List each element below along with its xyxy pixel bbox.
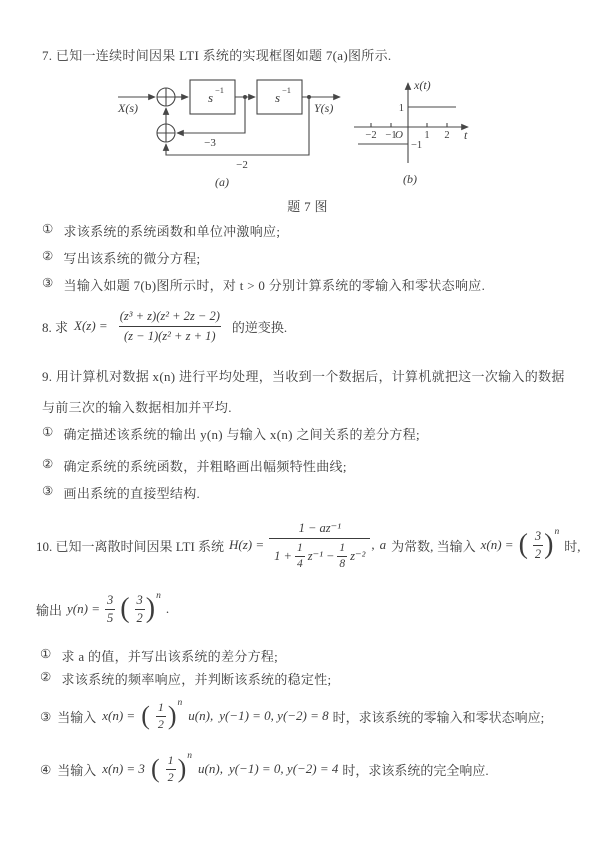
paren-open: ( [518,529,528,561]
item-text: 求该系统的频率响应，并判断该系统的稳定性; [61,672,332,687]
q8-numerator: (z³ + z)(z² + 2z − 2) [119,309,220,323]
q10-output-line [36,585,169,633]
q8-denominator: (z − 1)(z² + z + 1) [119,326,221,344]
q8-prefix: 8. 求 [42,319,69,335]
q10-item-2 [40,669,331,688]
item-marker: ② [42,456,54,471]
paren-close: ) [145,593,156,625]
gain-outer-label: −2 [236,159,248,171]
output-prefix: 输出 [36,602,63,618]
item-marker: ① [40,646,52,661]
figure-caption: 题 7 图 [287,199,328,214]
integrator1-exponent: −1 [215,85,225,95]
item-text: 确定系统的系统函数，并粗略画出幅频特性曲线; [63,459,347,474]
input-frac [533,528,543,562]
item-marker: ① [42,221,54,236]
paren-close: ) [177,753,187,783]
frac-den: 2 [136,610,143,625]
xtick-label-2: 1 [424,130,430,141]
xtick-label-3: 2 [444,130,450,141]
frac-num: 1 [296,541,303,554]
subfigure-b-caption: (b) [403,172,417,186]
q9-item-2 [42,456,347,475]
frac-den: 2 [157,716,164,731]
plot-xlabel: t [464,128,468,142]
den-frac-quarter [295,541,305,572]
item-xn: x(n) = [102,708,136,723]
q10-comma: , [371,537,375,552]
item-un: u(n), [198,761,223,776]
q9-item-3 [42,483,200,502]
output-signal-label: Y(s) [314,101,334,115]
xtick-label-0: −2 [365,130,377,141]
paren-open: ( [150,753,160,783]
frac-den: 8 [339,557,346,570]
integrator1-label: s [208,90,214,105]
item-tail: 时，求该系统的零输入和零状态响应; [332,709,545,725]
den-frac-eighth [337,541,347,572]
item-un: u(n), [188,708,214,723]
ytick-top-label: 1 [398,103,404,114]
integrator2-exponent: −1 [282,85,292,95]
q10-suffix: 时, [564,538,581,554]
item-marker: ③ [40,708,52,724]
den-part: − [325,548,335,563]
frac-num: 3 [136,593,143,608]
paren-close: ) [167,700,177,730]
paren-close: ) [544,529,554,561]
item-conditions: y(−1) = 0, y(−2) = 4 [228,761,339,776]
origin-label: O [395,129,403,141]
item-marker: ② [42,248,54,263]
item-pre: 当输入 [57,709,97,725]
gain-inner-label: −3 [204,137,216,149]
plot-ylabel: x(t) [414,78,431,92]
subfigure-a-caption: (a) [215,175,229,189]
frac-den: 4 [296,557,303,570]
item-conditions: y(−1) = 0, y(−2) = 8 [219,708,329,723]
integrator2-label: s [275,90,281,105]
den-part: z⁻² [350,549,366,563]
q10-item-4 [40,745,489,793]
frac-den: 2 [167,769,174,784]
q7-item-3 [42,275,485,294]
q10-mid: 为常数, 当输入 [391,538,476,554]
exponent-n: n [187,751,193,761]
den-part: 1 + [274,548,292,563]
item-marker: ① [42,424,54,439]
q10-item-1 [40,646,278,665]
q9-line2: 与前三次的输入数据相加并平均. [42,400,232,415]
q10-prefix: 10. 已知一离散时间因果 LTI 系统 [36,538,225,554]
item-xn: x(n) = 3 [102,761,145,776]
item-frac [156,700,166,732]
q7-block-diagram [112,78,347,192]
adder-top-icon [157,88,175,106]
q9-line1: 9. 用计算机对数据 x(n) 进行平均处理，当收到一个数据后，计算机就把这一次输入的数据 [42,369,565,384]
xtick-label-1: −1 [385,130,397,141]
q7-heading: 7. 已知一连续时间因果 LTI 系统的实现框图如题 7(a)图所示. [42,48,392,63]
q10-denominator [269,538,370,572]
frac-num: 1 [339,541,346,554]
output-period: . [165,601,170,616]
q10-transfer-fraction [269,519,370,572]
ytick-bottom-label: −1 [411,140,423,151]
input-signal-label: X(s) [118,101,138,115]
item-text: 当输入如题 7(b)图所示时，对 t > 0 分别计算系统的零输入和零状态响应. [63,278,486,293]
q8-lhs: X(z) = [74,318,108,333]
item-marker: ④ [40,761,52,777]
q10-numerator: 1 − az⁻¹ [298,520,341,535]
exponent-n: n [177,698,183,708]
den-part: z⁻¹ [307,549,323,563]
q9-item-1 [42,424,420,443]
exponent-n: n [554,527,560,537]
q8-suffix: 的逆变换. [231,319,288,335]
item-text: 写出该系统的微分方程; [63,251,201,266]
q8-fraction [114,308,226,344]
q7-input-signal-plot [350,75,480,189]
item-text: 确定描述该系统的输出 y(n) 与输入 x(n) 之间关系的差分方程; [63,427,420,442]
item-pre: 当输入 [57,762,97,778]
q10-item-3 [40,692,544,740]
item-frac [166,753,176,785]
output-coef-frac [105,592,115,626]
q10-line [36,512,581,578]
frac-num: 1 [157,699,164,714]
exponent-n: n [156,591,161,601]
paren-open: ( [141,700,150,730]
item-tail: 时，求该系统的完全响应. [342,762,489,778]
item-text: 画出系统的直接型结构. [63,486,201,501]
q7-item-2 [42,248,200,267]
frac-den: 5 [106,610,114,625]
frac-num: 1 [167,752,174,767]
adder-bottom-icon [157,124,175,142]
frac-num: 3 [534,529,542,544]
item-text: 求 a 的值，并写出该系统的差分方程; [61,649,279,664]
q7-item-1 [42,221,280,240]
item-marker: ② [40,669,52,684]
q8-line [42,299,287,353]
paren-open: ( [120,593,130,625]
frac-num: 3 [106,593,114,608]
output-base-frac [135,592,145,626]
q10-lhs: H(z) = [229,537,265,552]
q10-input-lhs: x(n) = [480,537,514,552]
item-marker: ③ [42,483,54,498]
item-text: 求该系统的系统函数和单位冲激响应; [63,224,281,239]
q10-var-a: a [379,537,387,552]
item-marker: ③ [42,275,54,290]
frac-den: 2 [534,546,542,561]
output-lhs: y(n) = [67,601,100,616]
